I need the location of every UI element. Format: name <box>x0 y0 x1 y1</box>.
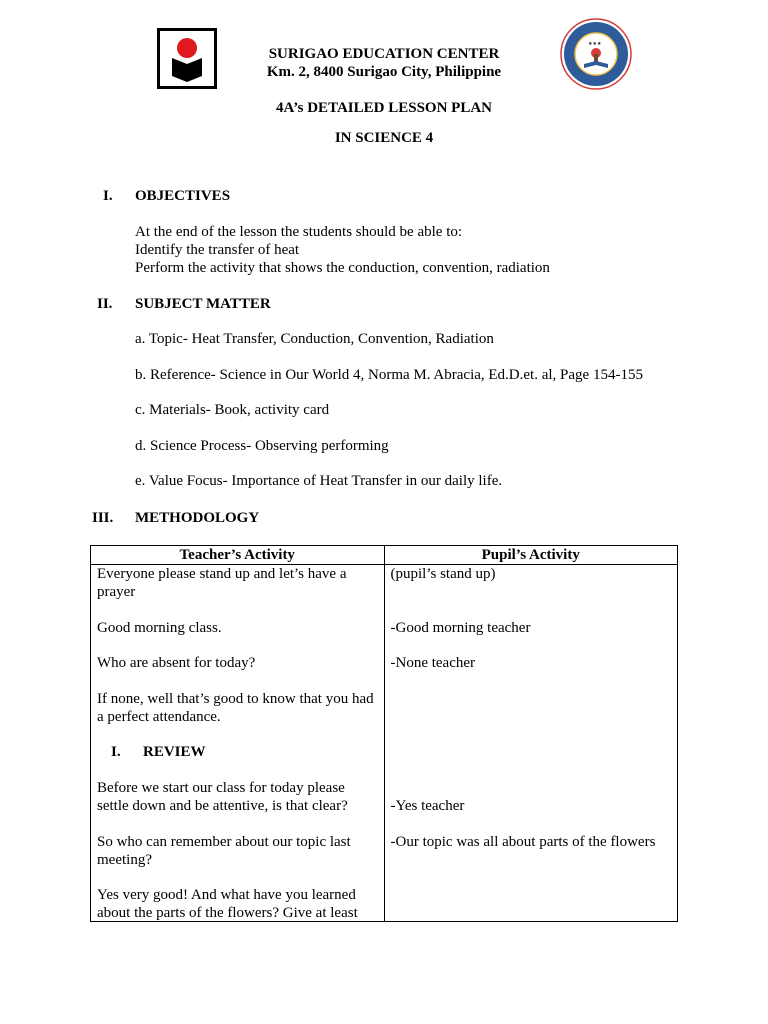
teacher-line: meeting? <box>97 852 152 868</box>
plan-subject: IN SCIENCE 4 <box>334 130 434 146</box>
teacher-line: Everyone please stand up and let’s have a <box>97 566 347 582</box>
teacher-activity-header: Teacher’s Activity <box>91 546 385 565</box>
subject-item: a. Topic- Heat Transfer, Conduction, Convention, Radiation <box>135 331 494 347</box>
school-name: SURIGAO EDUCATION CENTER <box>268 46 500 62</box>
pupil-line: -None teacher <box>390 655 476 671</box>
svg-text:★★★: ★★★ <box>588 41 602 47</box>
pupil-activity-header: Pupil’s Activity <box>384 546 678 565</box>
subject-item: e. Value Focus- Importance of Heat Transfer in our daily life. <box>135 473 503 489</box>
teacher-line: prayer <box>97 584 136 600</box>
objective-line: At the end of the lesson the students should be able to: <box>135 224 463 240</box>
teacher-line: about the parts of the flowers? Give at least <box>97 905 358 921</box>
subject-item: b. Reference- Science in Our World 4, Norma M. Abracia, Ed.D.et. al, Page 154-155 <box>135 367 643 383</box>
section-number-objectives: I. <box>103 188 113 204</box>
pupil-activity-cell <box>384 565 678 922</box>
section-title-methodology: METHODOLOGY <box>135 510 260 526</box>
pupil-line: -Yes teacher <box>390 798 465 814</box>
review-title: REVIEW <box>143 744 206 760</box>
section-title-objectives: OBJECTIVES <box>135 188 231 204</box>
section-number-subject-matter: II. <box>97 296 113 312</box>
teacher-line: Good morning class. <box>97 620 222 636</box>
teacher-line: settle down and be attentive, is that clear? <box>97 798 348 814</box>
teacher-line: If none, well that’s good to know that you had <box>97 691 374 707</box>
review-number: I. <box>111 744 121 760</box>
plan-title: 4A’s DETAILED LESSON PLAN <box>275 100 492 116</box>
subject-item: c. Materials- Book, activity card <box>135 402 330 418</box>
school-address: Km. 2, 8400 Surigao City, Philippine <box>266 64 502 80</box>
pupil-line: -Good morning teacher <box>390 620 531 636</box>
objective-line: Identify the transfer of heat <box>135 242 300 258</box>
table-header-row <box>91 546 678 565</box>
section-number-methodology: III. <box>92 510 114 526</box>
pupil-line: -Our topic was all about parts of the flowers <box>390 834 656 850</box>
teacher-line: Before we start our class for today please <box>97 780 345 796</box>
section-title-subject-matter: SUBJECT MATTER <box>135 296 271 312</box>
activity-table <box>90 545 678 922</box>
table-row <box>91 565 678 922</box>
teacher-line: a perfect attendance. <box>97 709 221 725</box>
teacher-line: Who are absent for today? <box>97 655 256 671</box>
objective-line: Perform the activity that shows the conduction, convention, radiation <box>135 260 550 276</box>
teacher-line: So who can remember about our topic last <box>97 834 351 850</box>
subject-item: d. Science Process- Observing performing <box>135 438 389 454</box>
teacher-line: Yes very good! And what have you learned <box>97 887 356 903</box>
pupil-line: (pupil’s stand up) <box>390 566 496 582</box>
teacher-activity-cell <box>91 565 385 922</box>
